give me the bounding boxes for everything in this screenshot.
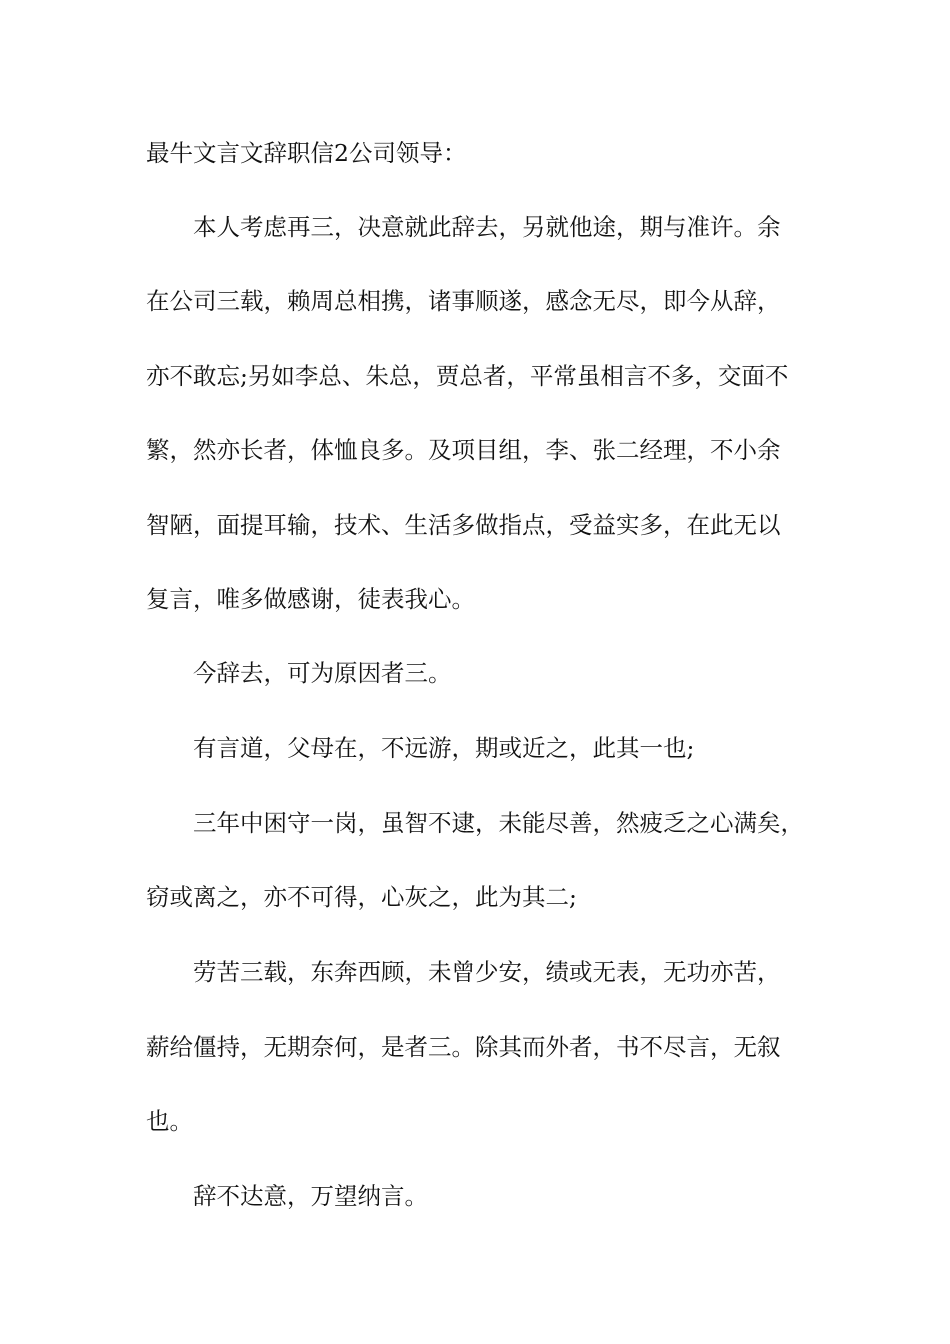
paragraph-line: 三年中困守一岗，虽智不逮，未能尽善，然疲乏之心满矣， bbox=[193, 809, 804, 837]
paragraph-line: 劳苦三载，东奔西顾，未曾少安，绩或无表，无功亦苦， bbox=[193, 958, 781, 986]
paragraph-line: 在公司三载，赖周总相携，诸事顺遂，感念无尽，即今从辞， bbox=[146, 287, 781, 315]
paragraph-line: 智陋，面提耳输，技术、生活多做指点，受益实多，在此无以 bbox=[146, 511, 781, 539]
paragraph-line: 也。 bbox=[146, 1107, 193, 1135]
paragraph-line: 本人考虑再三，决意就此辞去，另就他途，期与准许。余 bbox=[193, 213, 781, 241]
paragraph-line: 薪给僵持，无期奈何，是者三。除其而外者，书不尽言，无叙 bbox=[146, 1033, 781, 1061]
paragraph-line: 今辞去，可为原因者三。 bbox=[193, 659, 452, 687]
paragraph-line: 复言，唯多做感谢，徒表我心。 bbox=[146, 585, 475, 613]
document-title: 最牛文言文辞职信2公司领导： bbox=[146, 139, 467, 167]
paragraph-line: 辞不达意，万望纳言。 bbox=[193, 1182, 428, 1210]
paragraph-line: 繁，然亦长者，体恤良多。及项目组，李、张二经理，不小余 bbox=[146, 436, 781, 464]
paragraph-line: 窃或离之，亦不可得，心灰之，此为其二; bbox=[146, 883, 577, 911]
paragraph-line: 亦不敢忘;另如李总、朱总，贾总者，平常虽相言不多，交面不 bbox=[146, 362, 789, 390]
paragraph-line: 有言道，父母在，不远游，期或近之，此其一也; bbox=[193, 734, 695, 762]
